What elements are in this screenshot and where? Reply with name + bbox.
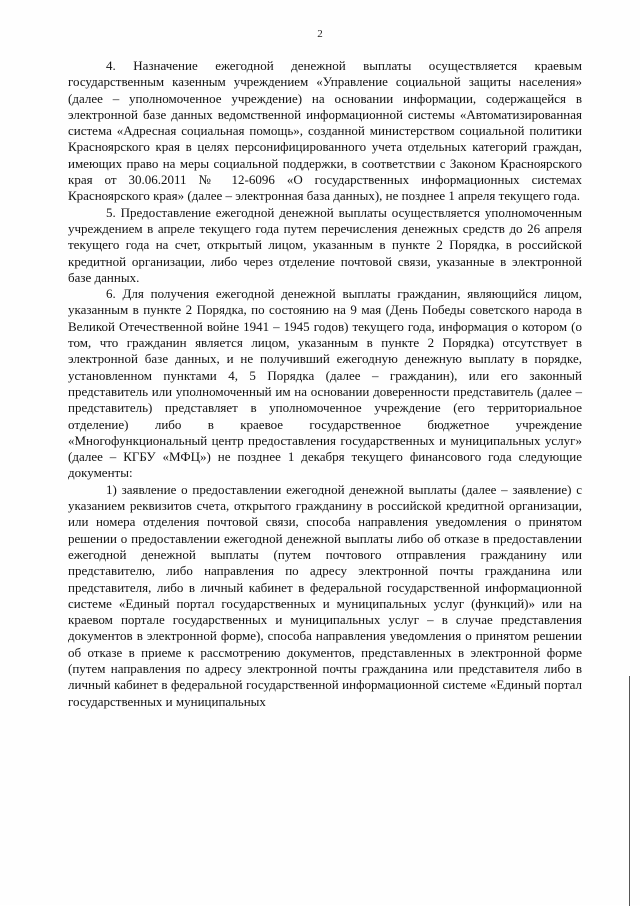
scan-edge-line	[629, 676, 630, 906]
document-body	[68, 58, 582, 710]
paragraph-6: 6. Для получения ежегодной денежной выплаты гражданин, являющийся лицом, указанным в пункте 2 Порядка, по состоянию на 9 мая (День Победы советского народа в Великой Отечественной войне 1941 – 1945 годов) текущего года, информация о котором (о том, что гражданин является лицом, указанным в пункте 2 Порядка) отсутствует в электронной базе данных, и не получивший ежегодную денежную выплату в порядке, установленном пунктами 4, 5 Порядка (далее – гражданин), или его законный представитель или уполномоченный им на основании доверенности представитель (далее – представитель) представляет в уполномоченное учреждение (его территориальное отделение) либо в краевое государственное бюджетное учреждение «Многофункциональный центр предоставления государственных и муниципальных услуг» (далее – КГБУ «МФЦ») не позднее 1 декабря текущего финансового года следующие документы:	[68, 286, 582, 481]
paragraph-5: 5. Предоставление ежегодной денежной выплаты осуществляется уполномоченным учреждением в апреле текущего года путем перечисления денежных средств до 26 апреля текущего года на счет, открытый лицом, указанным в пункте 2 Порядка, в российской кредитной организации, либо через отделение почтовой связи, указанные в электронной базе данных.	[68, 204, 582, 285]
paragraph-6-item-1: 1) заявление о предоставлении ежегодной денежной выплаты (далее – заявление) с указанием реквизитов счета, открытого гражданину в российской кредитной организации, или номера отделения почтовой связи, способа направления уведомления о принятом решении о предоставлении ежегодной денежной выплаты либо об отказе в предоставлении ежегодной денежной выплаты (путем почтового отправления гражданину или представителю, либо направления по адресу электронной почты гражданина или представителя, либо в личный кабинет в федеральной государственной информационной системе «Единый портал государственных и муниципальных услуг (функций)» или на краевом портале государственных и муниципальных услуг – в случае представления документов в электронной форме), способа направления уведомления о принятом решении об отказе в приеме к рассмотрению документов, представленных в электронной форме (путем направления по адресу электронной почты гражданина или представителя либо в личный кабинет в федеральной государственной информационной системе «Единый портал государственных и муниципальных	[68, 481, 582, 709]
page-number: 2	[317, 28, 323, 40]
paragraph-4: 4. Назначение ежегодной денежной выплаты осуществляется краевым государственным казенным учреждением «Управление социальной защиты населения» (далее – уполномоченное учреждение) на основании информации, содержащейся в электронной базе данных ведомственной информационной системы «Автоматизированная система «Адресная социальная помощь», созданной министерством социальной политики Красноярского края в целях персонифицированного учета отдельных категорий граждан, имеющих право на меры социальной поддержки, в соответствии с Законом Красноярского края от 30.06.2011 № 12-6096 «О государственных информационных системах Красноярского края» (далее – электронная база данных), не позднее 1 апреля текущего года.	[68, 58, 582, 204]
